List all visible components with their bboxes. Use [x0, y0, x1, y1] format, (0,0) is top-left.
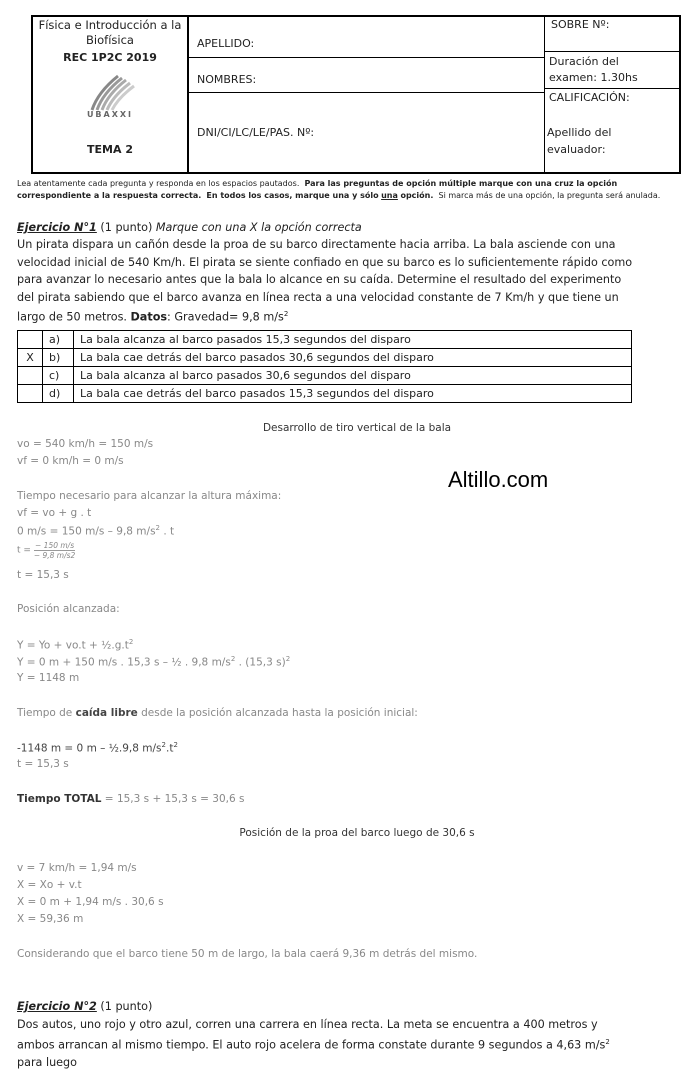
course-code: REC 1P2C 2019	[63, 51, 157, 64]
fraction: t = $\frac{- 150 m/s}{- 9,8 m/s2}$	[17, 541, 76, 560]
solution-heading-2: Posición de la proa del barco luego de 30,6 s	[239, 827, 475, 839]
solution-line: -1148 m = 0 m – ½.9,8 $m/s^2.t^2$	[17, 741, 178, 755]
apellido-field[interactable]: APELLIDO:	[197, 37, 255, 50]
header-fields-table	[189, 15, 681, 174]
solution-heading-1: Desarrollo de tiro vertical de la bala	[262, 422, 452, 434]
instructions: Lea atentamente cada pregunta y responda en los espacios pautados. Para las preguntas de opción múltiple marque con una cruz la opción correspondiente a la respuesta correcta. En todos los casos, marque una y sólo una opción. Si marca más de una opción, la pregunta será anulada.	[17, 179, 661, 200]
option-row[interactable]: a) La bala alcanza al barco pasados 15,3 segundos del disparo	[18, 331, 632, 349]
option-mark: X	[18, 349, 43, 367]
dni-field[interactable]: DNI/CI/LC/LE/PAS. Nº:	[197, 126, 315, 139]
tema-label: TEMA 2	[87, 143, 133, 156]
option-row[interactable]: d) La bala cae detrás del barco pasados 15,3 segundos del disparo	[18, 385, 632, 403]
solution-line: Y = 1148 m	[17, 672, 80, 684]
ubaxxi-logo-icon	[88, 72, 136, 112]
option-row[interactable]: c) La bala alcanza al barco pasados 30,6 segundos del disparo	[18, 367, 632, 385]
ex1-title: Ejercicio N°1	[17, 221, 97, 234]
evaluador-field[interactable]: Apellido del evaluador:	[547, 126, 612, 156]
option-row[interactable]: X b) La bala cae detrás del barco pasados 30,6 segundos del disparo	[18, 349, 632, 367]
solution-line: Y = 0 m + 150 m/s . 15,3 s – ½ . 9,8 $m/s^2$ . (15,3 s)$^2$	[17, 655, 291, 669]
option-mark	[18, 367, 43, 385]
header-course-box	[31, 15, 189, 174]
solution-line: $Y = Yo + vo.t + \frac{1}{2}.g.t^2$	[17, 638, 134, 652]
solution-line: vf = 0 km/h = 0 m/s	[17, 455, 124, 467]
solution-line: Tiempo de caída libre desde la posición alcanzada hasta la posición inicial:	[17, 707, 418, 719]
solution-line: vo = 540 km/h = 150 m/s	[17, 438, 154, 450]
solution-line: t = 15,3 s	[17, 758, 69, 770]
logo-text: UBAXXI	[86, 110, 134, 119]
solution-line: Tiempo TOTAL = 15,3 s + 15,3 s = 30,6 s	[17, 793, 245, 805]
solution-line: vf = vo + g . t	[17, 507, 92, 519]
nombres-field[interactable]: NOMBRES:	[197, 73, 257, 86]
option-mark	[18, 331, 43, 349]
watermark: Altillo.com	[448, 467, 549, 492]
solution-line: Tiempo necesario para alcanzar la altura máxima:	[17, 490, 282, 502]
solution-line: X = 59,36 m	[17, 913, 84, 925]
ex2-heading: Ejercicio N°2 (1 punto)	[17, 1000, 153, 1013]
course-title: Física e Introducción a la Biofísica	[38, 18, 182, 47]
solution-line: X = Xo + v.t	[17, 879, 82, 891]
ex2-title: Ejercicio N°2	[17, 1000, 97, 1013]
solution-line: Considerando que el barco tiene 50 m de largo, la bala caerá 9,36 m detrás del mismo.	[17, 948, 478, 960]
ex1-options-table	[17, 330, 632, 403]
ex2-statement: Dos autos, uno rojo y otro azul, corren una carrera en línea recta. La meta se encuentra a 400 metros y ambos arrancan al mismo tiempo. El auto rojo acelera de forma constate durante 9 segundos a 4,63 $m/s^2$ para luego	[17, 1018, 610, 1069]
ex1-heading: Ejercicio N°1 (1 punto) Marque con una X la opción correcta	[17, 221, 362, 234]
calificacion-field[interactable]: CALIFICACIÓN:	[549, 91, 630, 104]
ex1-statement: Un pirata dispara un cañón desde la proa de su barco directamente hacia arriba. La bala asciende con una velocidad inicial de 540 Km/h. El pirata se siente confiado en que su barco es lo suficientemente rápido como para avanzar lo necesario antes que la bala lo alcance en su caída. Determine el resultado del experimento del pirata sabiendo que el barco avanza en línea recta a una velocidad constante de 7 Km/h y que tiene un largo de 50 metros. Datos: Gravedad= 9,8 $m/s^2$	[17, 238, 633, 324]
solution-line: 0 m/s = 150 m/s – 9,8 $m/s^2$ . t	[17, 524, 175, 538]
solution-line: X = 0 m + 1,94 m/s . 30,6 s	[17, 896, 164, 908]
option-mark	[18, 385, 43, 403]
solution-line: v = 7 km/h = 1,94 m/s	[17, 862, 137, 874]
sobre-field[interactable]: SOBRE Nº:	[551, 18, 610, 31]
duracion-label: Duración del examen: 1.30hs	[549, 55, 638, 84]
solution-line: t = 15,3 s	[17, 569, 69, 581]
solution-line: Posición alcanzada:	[17, 603, 120, 615]
